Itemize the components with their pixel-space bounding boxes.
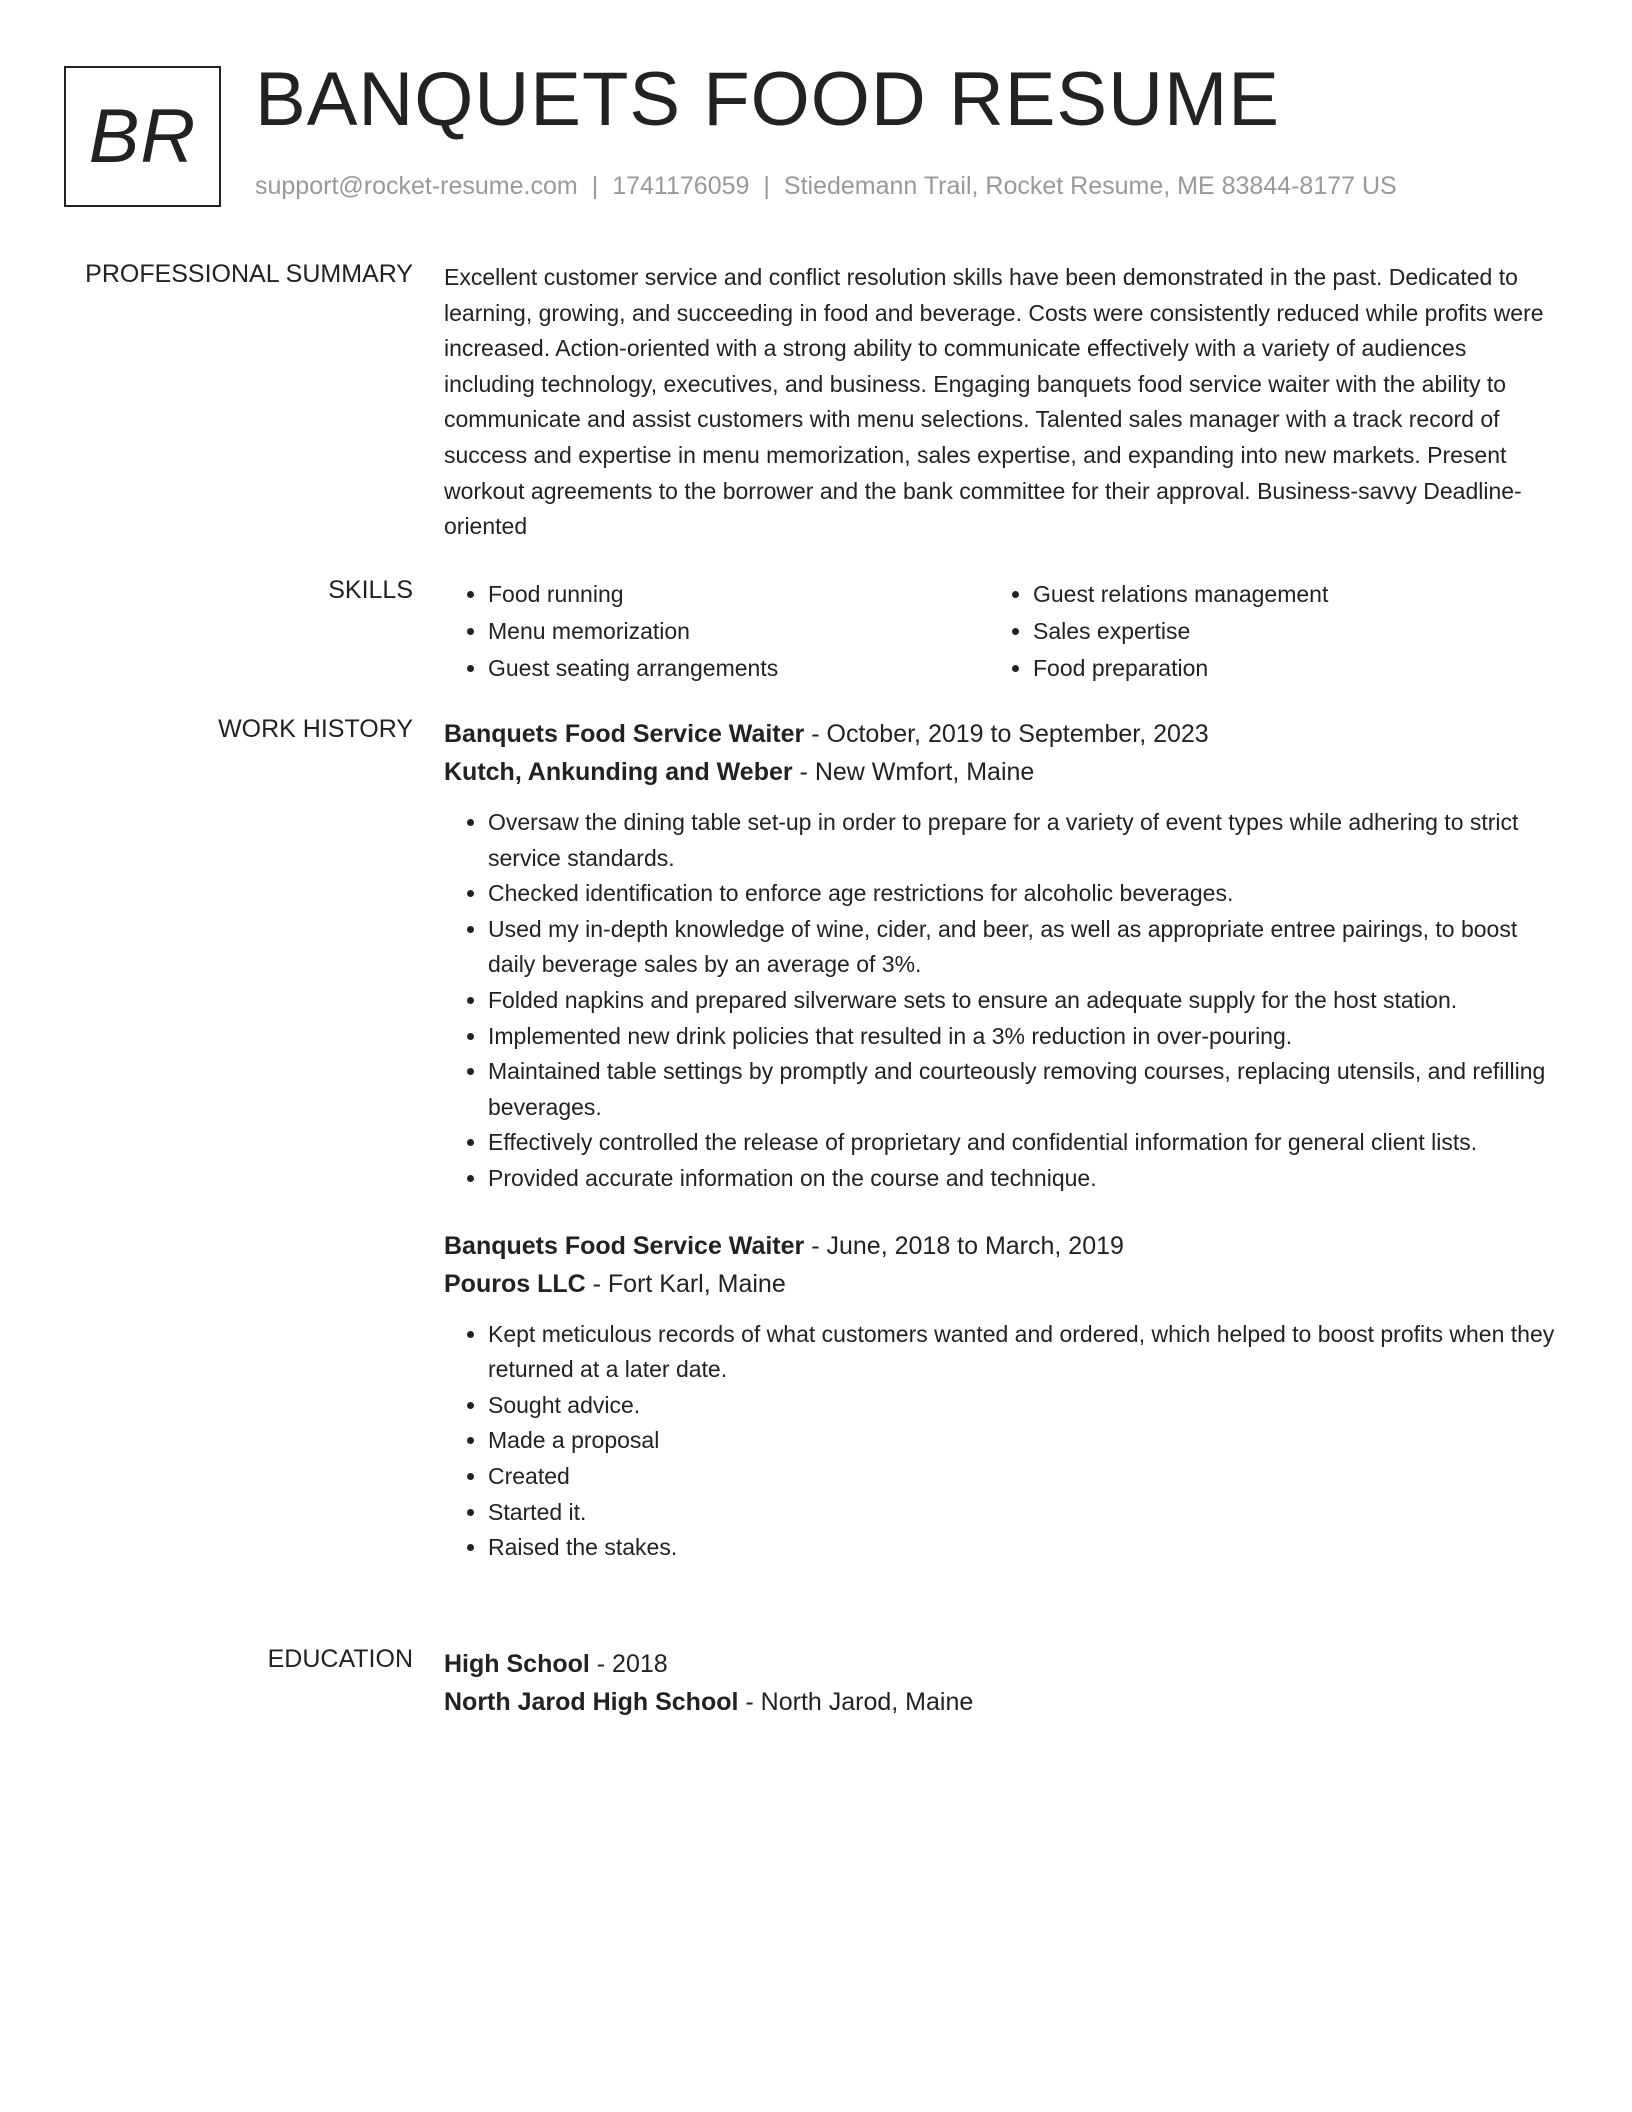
job-company: Pouros LLC [444,1269,586,1298]
job-bullets [444,1317,1556,1566]
section-label-work-history: WORK HISTORY [218,715,413,743]
education-school: North Jarod High School [444,1688,739,1716]
job-bullet: • Checked identification to enforce age restrictions for alcoholic beverages. [488,876,1556,912]
skill-item: • Sales expertise [1033,613,1529,650]
job-company: Kutch, Ankunding and Weber [444,758,793,786]
education-degree: High School [444,1650,590,1678]
work-history-body [444,715,1556,1566]
skills-grid [444,576,1556,687]
skill-item: • Food preparation [1033,650,1529,687]
job-bullet: • Provided accurate information on the course and technique. [488,1161,1556,1197]
education-body [444,1645,1556,1721]
resume-title: BANQUETS FOOD RESUME [255,57,1280,142]
monogram-logo: BR [64,66,221,207]
contact-phone: 1741176059 [612,172,750,200]
job-bullet: • Started it. [488,1495,1556,1531]
job-location: - Fort Karl, Maine [585,1269,786,1298]
job-bullet: • Implemented new drink policies that resulted in a 3% reduction in over-pouring. [488,1019,1556,1055]
job-entry [444,1227,1556,1566]
job-dates: - June, 2018 to March, 2019 [804,1231,1124,1260]
contact-separator: | [591,172,599,200]
job-company-line [444,753,1556,791]
education-year: - 2018 [589,1650,668,1678]
job-bullet: • Effectively controlled the release of proprietary and confidential information for general client lists. [488,1125,1556,1161]
skill-item: • Food running [488,576,989,613]
job-entry [444,715,1556,1197]
contact-separator: | [763,172,770,200]
job-bullet: • Kept meticulous records of what customers wanted and ordered, which helped to boost profits when they returned at a later date. [488,1317,1556,1388]
section-label-education: EDUCATION [267,1645,413,1673]
job-bullet: • Sought advice. [488,1388,1556,1424]
job-bullet: • Created [488,1459,1556,1495]
summary-text: Excellent customer service and conflict resolution skills have been demonstrated in the past. Dedicated to learning, growing, and succeeding in food and beverage. Costs were consistently reduced while profits were increased. Action-oriented with a strong ability to communicate effectively with a variety of audiences including technology, executives, and business. Engaging banquets food service waiter with the ability to communicate and assist customers with menu selections. Talented sales manager with a track record of success and expertise in menu memorization, sales expertise, and expanding into new markets. Present workout agreements to the borrower and the bank committee for their approval. Business-savvy Deadline-oriented [444,264,1544,540]
job-bullet: • Made a proposal [488,1423,1556,1459]
job-company-line [444,1265,1556,1303]
contact-line [255,172,1397,201]
skills-list-left [444,576,989,687]
skills-list-right [989,576,1529,687]
skill-item: • Guest seating arrangements [488,650,989,687]
education-location: - North Jarod, Maine [738,1688,974,1716]
job-title-line [444,715,1556,753]
job-bullet: • Oversaw the dining table set-up in order to prepare for a variety of event types while adhering to strict service standards. [488,805,1556,876]
job-title: Banquets Food Service Waiter [444,1231,805,1260]
contact-address: Stiedemann Trail, Rocket Resume, ME 83844-8177 US [783,172,1397,200]
education-degree-line [444,1645,1556,1683]
summary-body [444,260,1556,545]
job-location: - New Wmfort, Maine [792,758,1035,786]
job-bullet: • Folded napkins and prepared silverware sets to ensure an adequate supply for the host station. [488,983,1556,1019]
job-bullet: • Used my in-depth knowledge of wine, cider, and beer, as well as appropriate entree pairings, to boost daily beverage sales by an average of 3%. [488,912,1556,983]
section-label-skills: SKILLS [328,576,413,604]
job-dates: - October, 2019 to September, 2023 [804,720,1209,748]
job-bullet: • Maintained table settings by promptly and courteously removing courses, replacing utensils, and refilling beverages. [488,1054,1556,1125]
job-title: Banquets Food Service Waiter [444,720,805,748]
education-school-line [444,1683,1556,1721]
contact-email: support@rocket-resume.com [255,172,578,200]
skills-body [444,576,1556,687]
job-bullet: • Raised the stakes. [488,1530,1556,1566]
skill-item: • Guest relations management [1033,576,1529,613]
skill-item: • Menu memorization [488,613,989,650]
job-title-line [444,1227,1556,1265]
section-label-summary: PROFESSIONAL SUMMARY [85,260,413,288]
job-bullets [444,805,1556,1197]
